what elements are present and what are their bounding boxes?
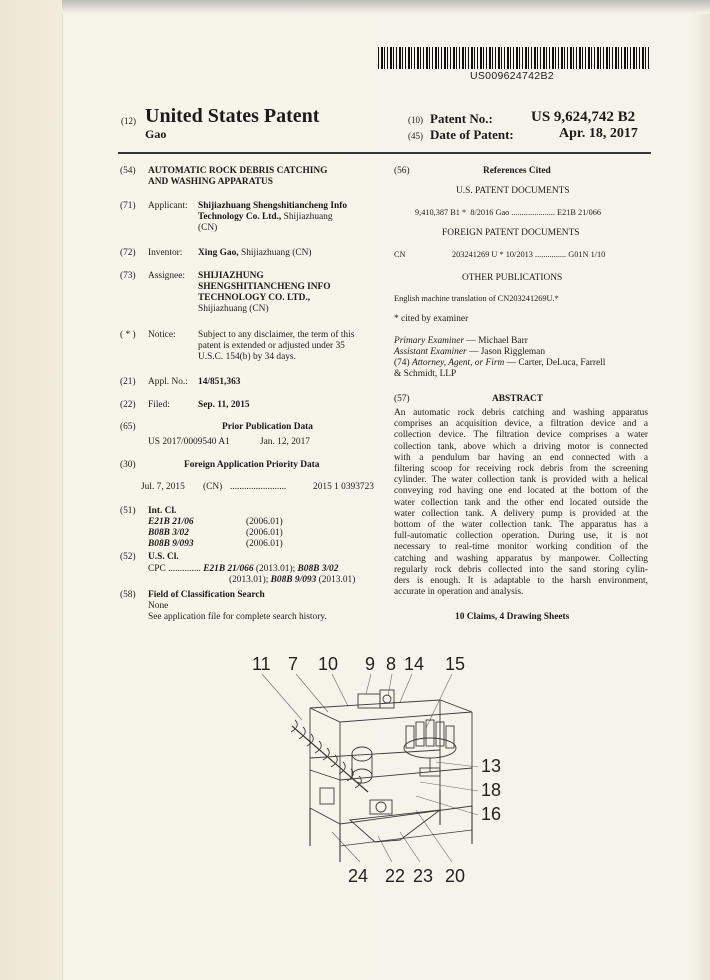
abstract-line: necessary to real-time monitor working condition of the (394, 542, 648, 553)
title-line-1: AUTOMATIC ROCK DEBRIS CATCHING (148, 166, 328, 176)
code-51: (51) (120, 506, 136, 516)
field-search-note: See application file for complete search history. (148, 612, 327, 622)
int-cl-label: Int. Cl. (148, 506, 177, 516)
assignee-line-1: SHIJIAZHUNG (198, 271, 264, 281)
foreign-ref-mark: * (499, 250, 504, 259)
ref-numeral: 14 (404, 654, 425, 674)
cpc-class-2-year: (2013.01); (229, 575, 271, 585)
applicant-label: Applicant: (148, 201, 188, 211)
foreign-docs-heading: FOREIGN PATENT DOCUMENTS (442, 228, 580, 238)
cpc-class-1: E21B 21/066 (203, 564, 254, 574)
code-10: (10) (408, 115, 423, 125)
apparatus-drawing (240, 650, 520, 890)
us-ref-dots: ..................... (511, 208, 555, 217)
field-search-label: Field of Classification Search (148, 590, 265, 600)
int-class: B08B 9/093 (148, 539, 194, 549)
ref-numeral: 18 (481, 780, 502, 800)
notice-line-2: patent is extended or adjusted under 35 (198, 341, 345, 351)
references-heading: References Cited (483, 166, 551, 176)
code-21: (21) (120, 377, 136, 387)
other-pub-line: English machine translation of CN203241269U.* (394, 294, 559, 303)
code-73: (73) (120, 271, 136, 281)
barcode-number: US009624742B2 (470, 70, 554, 82)
notice-label: Notice: (148, 330, 176, 340)
abstract-body (394, 408, 648, 598)
code-65: (65) (120, 422, 136, 432)
notice-line-1: Subject to any disclaimer, the term of this (198, 330, 355, 340)
inventor-location: Shijiazhuang (CN) (238, 248, 312, 258)
abstract-line: bottom of the water collection tank. The apparatus has a (394, 520, 648, 531)
int-class: E21B 21/06 (148, 517, 194, 527)
applicant-name-2: Technology Co. Ltd., (198, 212, 282, 222)
us-docs-heading: U.S. PATENT DOCUMENTS (456, 186, 570, 196)
priority-country: (CN) (203, 482, 223, 492)
abstract-line: full-automatic collection operation. During use, it is not (394, 531, 648, 542)
inventor-name: Xing Gao, (198, 248, 239, 258)
code-30: (30) (120, 460, 136, 470)
int-class-year: (2006.01) (246, 528, 283, 538)
assignee-label: Assignee: (148, 271, 185, 281)
primary-examiner-name: — Michael Barr (464, 336, 528, 346)
notice-line-3: U.S.C. 154(b) by 34 days. (198, 352, 296, 362)
foreign-ref-country: CN (394, 250, 406, 259)
assignee-line-4: Shijiazhuang (CN) (198, 304, 269, 314)
us-cl-label: U.S. Cl. (148, 552, 179, 562)
date-label: Date of Patent: (430, 127, 514, 142)
attorney-label: Attorney, Agent, or Firm (411, 358, 505, 368)
applicant-location: Shijiazhuang (281, 212, 333, 222)
attorney-name-2: & Schmidt, LLP (394, 369, 457, 379)
inventor-surname: Gao (145, 127, 167, 141)
sand-storing-cylinders (404, 720, 456, 776)
primary-examiner-label: Primary Examiner (394, 336, 465, 346)
code-notice: ( * ) (120, 330, 136, 340)
abstract-line: with a pendulum bar having an end connected with a (394, 452, 648, 463)
ref-numeral: 7 (288, 654, 299, 674)
barcode (378, 47, 650, 69)
prior-pub-date: Jan. 12, 2017 (260, 437, 310, 447)
code-45: (45) (408, 131, 423, 141)
foreign-ref-number: 203241269 (452, 250, 490, 259)
ref-numeral: 11 (252, 654, 271, 674)
prior-pub-number: US 2017/0009540 A1 (148, 437, 230, 447)
abstract-line: collection device. The filtration device comprises a water (394, 430, 648, 441)
abstract-line: water collection tank and the other end located outside the (394, 497, 648, 508)
code-56: (56) (394, 166, 410, 176)
ref-numeral: 20 (445, 866, 466, 886)
code-58: (58) (120, 590, 136, 600)
code-54: (54) (120, 166, 136, 176)
abstract-line: collection tank, above which a driving motor is connected (394, 441, 648, 452)
abstract-heading: ABSTRACT (492, 394, 544, 404)
appl-no: 14/851,363 (198, 377, 241, 387)
foreign-ref-class: G01N 1/10 (568, 250, 606, 259)
foreign-priority-heading: Foreign Application Priority Data (184, 460, 320, 470)
helical-conveyor (291, 720, 368, 792)
filed-label: Filed: (148, 400, 170, 410)
ref-numeral: 16 (481, 804, 502, 824)
code-22: (22) (120, 400, 136, 410)
abstract-line: accurate in operation and analysis. (394, 587, 524, 598)
int-class: B08B 3/02 (148, 528, 189, 538)
assistant-examiner-name: — Jason Riggleman (466, 347, 546, 357)
prior-pub-heading: Prior Publication Data (222, 422, 313, 432)
assignee-line-3: TECHNOLOGY CO. LTD., (198, 293, 311, 303)
ref-numeral: 15 (445, 654, 466, 674)
priority-date: Jul. 7, 2015 (141, 482, 185, 492)
priority-number: 2015 1 0393723 (313, 482, 374, 492)
applicant-name-1: Shijiazhuang Shengshitiancheng Info (198, 201, 348, 211)
code-71: (71) (120, 201, 136, 211)
ref-numeral: 9 (365, 654, 376, 674)
assistant-examiner-label: Assistant Examiner (394, 347, 467, 357)
filed-date: Sep. 11, 2015 (198, 400, 250, 410)
cpc-label: CPC (148, 564, 166, 574)
field-search-none: None (148, 601, 169, 611)
document-title: United States Patent (145, 105, 320, 127)
title-line-2: AND WASHING APPARATUS (148, 177, 274, 187)
claims-count: 10 Claims, 4 Drawing Sheets (455, 612, 570, 622)
code-72: (72) (120, 248, 136, 258)
abstract-line: conveying rod having one end located at the bottom of the (394, 486, 648, 497)
us-ref-date: 8/2016 (470, 208, 494, 217)
abstract-line: filtering scoop for receiving rock debris from the screening (394, 464, 648, 475)
code-57: (57) (394, 394, 410, 404)
code-74: (74) (394, 358, 410, 368)
applicant-country: (CN) (198, 223, 218, 233)
us-ref-number: 9,410,387 (415, 208, 449, 217)
abstract-line: comprises an acquisition device, a filtration device and a (394, 419, 648, 430)
int-class-year: (2006.01) (246, 517, 283, 527)
int-class-year: (2006.01) (246, 539, 283, 549)
ref-numeral: 13 (481, 756, 502, 776)
scan-shadow (62, 0, 710, 14)
other-pubs-heading: OTHER PUBLICATIONS (462, 273, 563, 283)
cpc-class-2: B08B 3/02 (297, 564, 339, 574)
kind-code-12: (12) (121, 116, 136, 126)
patent-number: US 9,624,742 B2 (531, 109, 636, 125)
ref-numeral: 22 (385, 866, 406, 886)
page-margin-strip (0, 0, 63, 980)
ref-numeral: 8 (386, 654, 397, 674)
foreign-ref-kind: U (491, 250, 498, 259)
code-52: (52) (120, 552, 136, 562)
attorney-name-1: — Carter, DeLuca, Farrell (504, 358, 606, 368)
ref-numeral: 23 (413, 866, 434, 886)
ref-numeral: 24 (348, 866, 369, 886)
appl-no-label: Appl. No.: (148, 377, 188, 387)
patent-date: Apr. 18, 2017 (559, 126, 638, 141)
header-rule (118, 152, 651, 154)
assignee-line-2: SHENGSHITIANCHENG INFO (198, 282, 331, 292)
inventor-label: Inventor: (148, 248, 183, 258)
priority-dots: ........................ (230, 482, 287, 492)
us-ref-class: E21B 21/066 (557, 208, 602, 217)
foreign-ref-date: 10/2013 (505, 250, 533, 259)
abstract-line: ders is enough. It is adaptable to the harsh environment, (394, 576, 648, 587)
abstract-line: water collection tank. A delivery pump is provided at the (394, 508, 648, 519)
us-ref-kind: B1 * (450, 208, 467, 217)
foreign-ref-dots: ............... (535, 250, 567, 259)
abstract-line: cylinder. The water collection tank is provided with a helical (394, 475, 648, 486)
cpc-class-3-year: (2013.01) (316, 575, 356, 585)
cpc-class-1-year: (2013.01); (253, 564, 298, 574)
ref-numeral: 10 (318, 654, 339, 674)
abstract-line: catching and washing apparatus by manpower. Collecting (394, 553, 648, 564)
cpc-dots: .............. (168, 564, 201, 574)
us-ref-inventor: Gao (495, 208, 510, 217)
patent-no-label: Patent No.: (430, 111, 493, 126)
cited-by-examiner: * cited by examiner (394, 314, 469, 324)
cpc-class-3: B08B 9/093 (270, 575, 317, 585)
abstract-line: regularly rock debris collected into the sand storing cylin- (394, 564, 648, 575)
abstract-line: An automatic rock debris catching and washing apparatus (394, 408, 648, 418)
